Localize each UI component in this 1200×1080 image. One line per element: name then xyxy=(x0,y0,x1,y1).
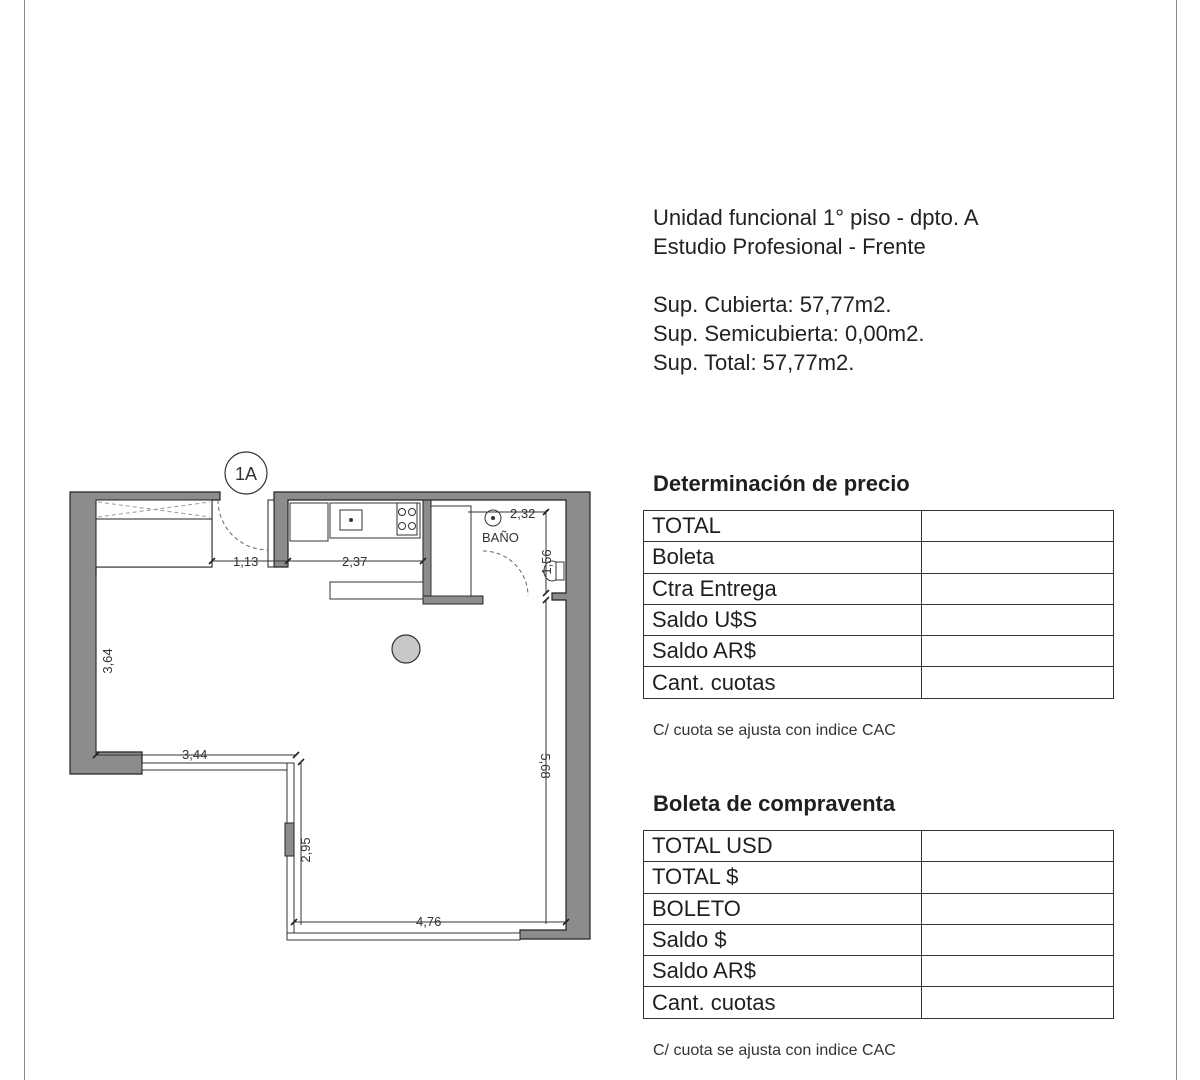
wall-left-inner xyxy=(96,519,212,567)
price-section-title: Determinación de precio xyxy=(653,471,910,496)
fridge xyxy=(290,503,328,541)
door-jamb xyxy=(268,500,274,567)
table-row xyxy=(644,831,1114,862)
value-cell[interactable] xyxy=(922,542,1114,573)
cooktop xyxy=(397,503,417,535)
page-right-edge xyxy=(1176,0,1177,1080)
table-row xyxy=(644,573,1114,604)
table-row xyxy=(644,893,1114,924)
table-row xyxy=(644,987,1114,1018)
row-label: Saldo $ xyxy=(644,924,922,955)
value-cell[interactable] xyxy=(922,956,1114,987)
value-cell[interactable] xyxy=(922,573,1114,604)
sale-note: C/ cuota se ajusta con indice CAC xyxy=(653,1042,896,1059)
dim-label: 4,76 xyxy=(416,914,442,929)
dim-label: 2,32 xyxy=(510,506,536,521)
row-label: Cant. cuotas xyxy=(644,987,922,1018)
value-cell[interactable] xyxy=(922,987,1114,1018)
price-table xyxy=(643,510,1114,699)
price-note: C/ cuota se ajusta con indice CAC xyxy=(653,722,896,739)
sale-section-title: Boleta de compraventa xyxy=(653,791,896,816)
table-row xyxy=(644,511,1114,542)
row-label: Cant. cuotas xyxy=(644,667,922,698)
column xyxy=(392,635,420,663)
shower xyxy=(431,506,471,596)
facade-mullion xyxy=(285,823,294,856)
row-label: BOLETO xyxy=(644,893,922,924)
table-row xyxy=(644,924,1114,955)
bath-label: BAÑO xyxy=(482,530,519,545)
row-label: Saldo AR$ xyxy=(644,636,922,667)
value-cell[interactable] xyxy=(922,636,1114,667)
facade-window xyxy=(287,933,520,940)
bath-door-swing xyxy=(483,551,528,596)
dim-label: 5,68 xyxy=(538,753,553,779)
value-cell[interactable] xyxy=(922,924,1114,955)
sup-semicubierta: Sup. Semicubierta: 0,00m2. xyxy=(653,321,925,346)
table-row xyxy=(644,956,1114,987)
row-label: TOTAL $ xyxy=(644,862,922,893)
value-cell[interactable] xyxy=(922,511,1114,542)
sink-drain xyxy=(349,518,353,522)
value-cell[interactable] xyxy=(922,831,1114,862)
row-label: Boleta xyxy=(644,542,922,573)
sup-cubierta: Sup. Cubierta: 57,77m2. xyxy=(653,292,892,317)
bath-wall-bottom xyxy=(423,596,483,604)
row-label: Saldo AR$ xyxy=(644,956,922,987)
unit-info xyxy=(653,203,979,377)
row-label: Ctra Entrega xyxy=(644,573,922,604)
row-label: TOTAL xyxy=(644,511,922,542)
value-cell[interactable] xyxy=(922,667,1114,698)
sale-table xyxy=(643,830,1114,1019)
unit-title: Unidad funcional 1° piso - dpto. A xyxy=(653,205,979,230)
unit-subtitle: Estudio Profesional - Frente xyxy=(653,234,926,259)
dim-label: 2,37 xyxy=(342,554,368,569)
bath-wall xyxy=(423,500,431,604)
unit-tag: 1A xyxy=(234,464,258,484)
table-row xyxy=(644,862,1114,893)
entry-door-swing xyxy=(218,500,268,550)
row-label: Saldo U$S xyxy=(644,604,922,635)
table-row xyxy=(644,667,1114,698)
dim-label: 1,13 xyxy=(233,554,259,569)
value-cell[interactable] xyxy=(922,604,1114,635)
row-label: TOTAL USD xyxy=(644,831,922,862)
dim-label: 3,44 xyxy=(182,747,208,762)
table-row xyxy=(644,636,1114,667)
value-cell[interactable] xyxy=(922,893,1114,924)
value-cell[interactable] xyxy=(922,862,1114,893)
facade-window xyxy=(142,763,292,770)
dim-label: 3,64 xyxy=(100,648,115,674)
kitchen-island xyxy=(330,582,423,599)
table-row xyxy=(644,542,1114,573)
table-row xyxy=(644,604,1114,635)
dim-label: 1,56 xyxy=(539,549,554,575)
sup-total: Sup. Total: 57,77m2. xyxy=(653,350,855,375)
dim-label: 2,95 xyxy=(298,837,313,863)
